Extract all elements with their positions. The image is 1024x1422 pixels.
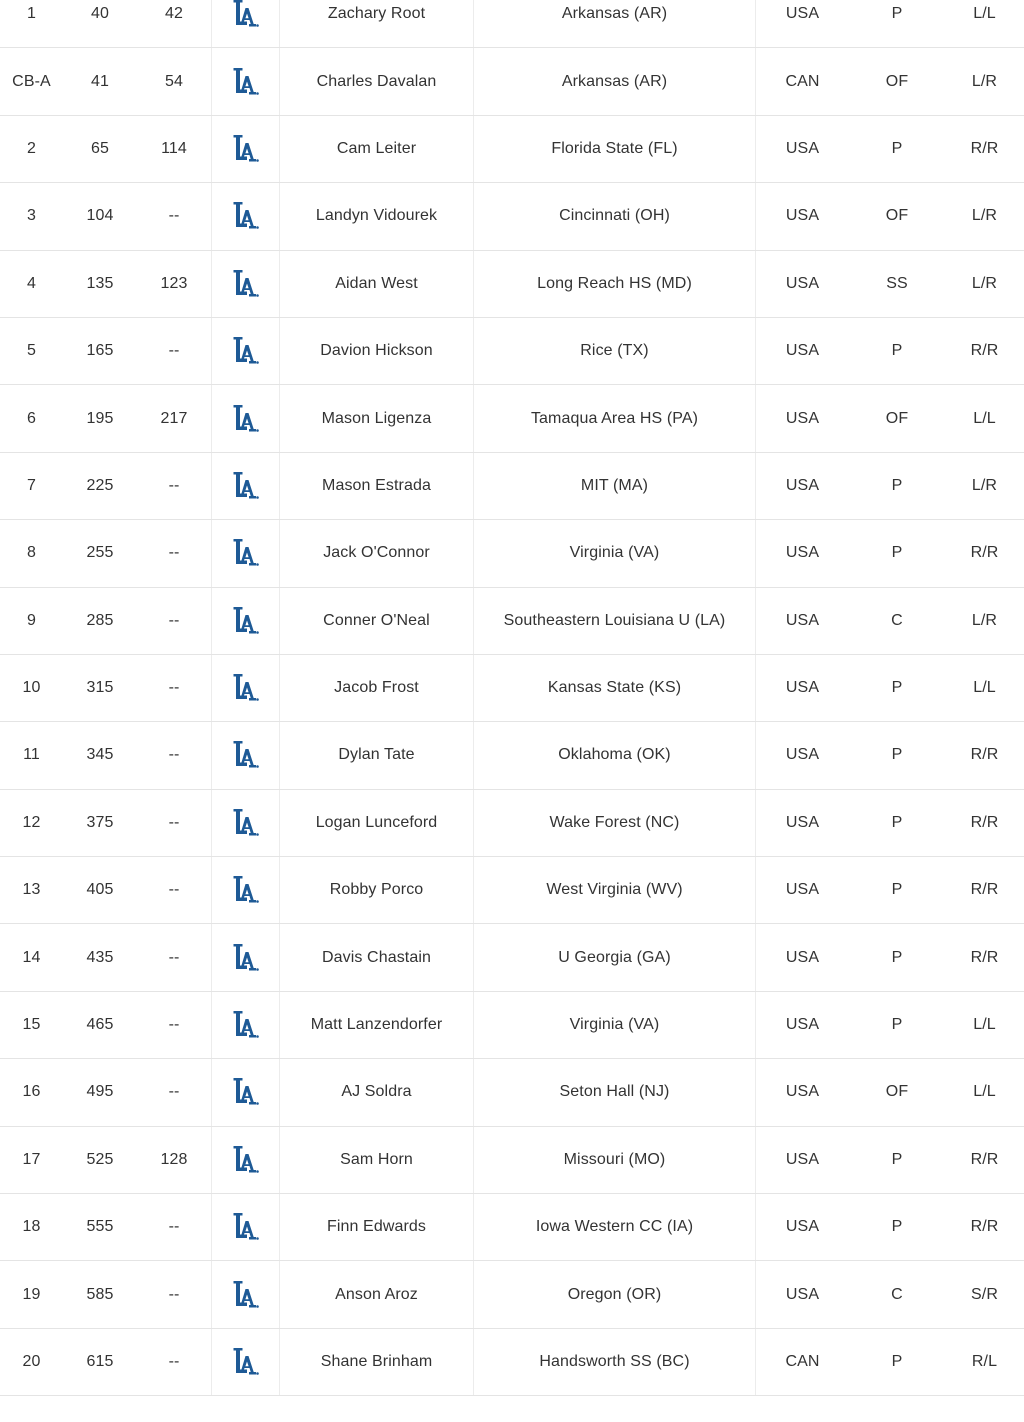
school-cell: Oklahoma (OK) (474, 722, 756, 788)
table-row (0, 1329, 1024, 1396)
position-cell: OF (885, 1083, 909, 1101)
player-name-link[interactable]: Sam Horn (280, 1127, 474, 1193)
position-cell: C (891, 1285, 903, 1303)
school-cell: Long Reach HS (MD) (474, 251, 756, 317)
table-row (0, 655, 1024, 722)
pick-cell: 104 (86, 207, 114, 225)
dodgers-la-logo-icon (233, 606, 259, 636)
pick-cell: 40 (91, 5, 109, 23)
player-name-link[interactable]: Matt Lanzendorfer (280, 992, 474, 1058)
pick-cell: 555 (86, 1218, 114, 1236)
position-cell: P (891, 948, 903, 966)
position-cell: OF (885, 207, 909, 225)
bats-throws-cell: R/R (970, 1150, 999, 1168)
dodgers-la-logo-icon (233, 1347, 259, 1377)
rank-cell: -- (137, 1329, 212, 1395)
country-cell: USA (785, 409, 820, 427)
bats-throws-cell: L/L (973, 1016, 996, 1034)
school-cell: Kansas State (KS) (474, 655, 756, 721)
rank-cell: 217 (137, 385, 212, 451)
round-cell: 12 (22, 813, 41, 831)
school-cell: Southeastern Louisiana U (LA) (474, 588, 756, 654)
round-cell: 19 (22, 1285, 41, 1303)
country-cell: USA (785, 679, 820, 697)
table-row (0, 183, 1024, 250)
team-cell (212, 251, 280, 317)
pick-cell: 315 (86, 679, 114, 697)
player-name-link[interactable]: Jacob Frost (280, 655, 474, 721)
position-cell: P (891, 5, 903, 23)
country-cell: USA (785, 1285, 820, 1303)
position-cell: P (891, 476, 903, 494)
table-row (0, 992, 1024, 1059)
pick-cell: 285 (86, 611, 114, 629)
bats-throws-cell: R/R (970, 342, 999, 360)
position-cell: P (891, 679, 903, 697)
dodgers-la-logo-icon (233, 404, 259, 434)
rank-cell: 123 (137, 251, 212, 317)
bats-throws-cell: R/R (970, 813, 999, 831)
table-row (0, 924, 1024, 991)
round-cell: 3 (27, 207, 36, 225)
dodgers-la-logo-icon (233, 808, 259, 838)
dodgers-la-logo-icon (233, 538, 259, 568)
position-cell: P (891, 813, 903, 831)
round-cell: 13 (22, 881, 41, 899)
dodgers-la-logo-icon (233, 1010, 259, 1040)
school-cell: Oregon (OR) (474, 1261, 756, 1327)
team-cell (212, 924, 280, 990)
team-cell (212, 790, 280, 856)
rank-cell: -- (137, 183, 212, 249)
country-cell: CAN (785, 1353, 820, 1370)
position-cell: P (891, 544, 903, 562)
team-cell (212, 183, 280, 249)
position-cell: OF (885, 409, 909, 427)
team-cell (212, 318, 280, 384)
rank-cell: 114 (137, 116, 212, 182)
round-cell: 17 (22, 1150, 41, 1168)
country-cell: USA (785, 1083, 820, 1101)
player-name-link[interactable]: Aidan West (280, 251, 474, 317)
team-cell (212, 588, 280, 654)
school-cell: Iowa Western CC (IA) (474, 1194, 756, 1260)
bats-throws-cell: R/R (970, 544, 999, 562)
table-row (0, 857, 1024, 924)
rank-cell: -- (137, 520, 212, 586)
dodgers-la-logo-icon (233, 471, 259, 501)
dodgers-la-logo-icon (233, 336, 259, 366)
bats-throws-cell: L/R (971, 274, 998, 292)
pick-cell: 405 (86, 881, 114, 899)
position-cell: C (891, 611, 903, 629)
country-cell: USA (785, 746, 820, 764)
bats-throws-cell: L/R (971, 476, 998, 494)
bats-throws-cell: L/L (973, 679, 996, 697)
rank-cell: -- (137, 924, 212, 990)
pick-cell: 345 (86, 746, 114, 764)
round-cell: 1 (27, 5, 36, 23)
round-cell: 11 (23, 746, 40, 764)
school-cell: Arkansas (AR) (474, 48, 756, 114)
country-cell: USA (785, 274, 820, 292)
bats-throws-cell: L/R (971, 72, 998, 90)
rank-cell: -- (137, 318, 212, 384)
pick-cell: 255 (86, 544, 114, 562)
country-cell: USA (785, 139, 820, 157)
player-name-link[interactable]: Davion Hickson (280, 318, 474, 384)
country-cell: USA (785, 881, 820, 899)
table-row (0, 1059, 1024, 1126)
player-name-link[interactable]: Landyn Vidourek (280, 183, 474, 249)
dodgers-la-logo-icon (233, 269, 259, 299)
position-cell: P (891, 1150, 903, 1168)
school-cell: West Virginia (WV) (474, 857, 756, 923)
rank-cell: -- (137, 588, 212, 654)
dodgers-la-logo-icon (233, 943, 259, 973)
rank-cell: 128 (137, 1127, 212, 1193)
school-cell: Arkansas (AR) (474, 0, 756, 47)
school-cell: Handsworth SS (BC) (474, 1329, 756, 1395)
pick-cell: 465 (86, 1016, 114, 1034)
player-name-link[interactable]: Finn Edwards (280, 1194, 474, 1260)
table-row (0, 520, 1024, 587)
round-cell: CB-A (12, 72, 51, 90)
school-cell: Missouri (MO) (474, 1127, 756, 1193)
dodgers-la-logo-icon (233, 134, 259, 164)
position-cell: P (891, 342, 903, 360)
pick-cell: 495 (86, 1083, 114, 1101)
rank-cell: -- (137, 1261, 212, 1327)
pick-cell: 375 (86, 813, 114, 831)
rank-cell: 54 (137, 48, 212, 114)
country-cell: USA (785, 544, 820, 562)
position-cell: P (891, 1353, 903, 1370)
school-cell: Cincinnati (OH) (474, 183, 756, 249)
position-cell: OF (885, 72, 909, 90)
table-row (0, 0, 1024, 48)
team-cell (212, 453, 280, 519)
round-cell: 20 (22, 1353, 41, 1370)
position-cell: P (891, 1218, 903, 1236)
table-row (0, 1194, 1024, 1261)
rank-cell: -- (137, 1059, 212, 1125)
round-cell: 15 (22, 1016, 41, 1034)
school-cell: Tamaqua Area HS (PA) (474, 385, 756, 451)
team-cell (212, 992, 280, 1058)
school-cell: Virginia (VA) (474, 520, 756, 586)
pick-cell: 135 (86, 274, 114, 292)
position-cell: P (891, 881, 903, 899)
player-name-link[interactable]: Charles Davalan (280, 48, 474, 114)
dodgers-la-logo-icon (233, 1145, 259, 1175)
bats-throws-cell: L/R (971, 207, 998, 225)
dodgers-la-logo-icon (233, 1077, 259, 1107)
school-cell: MIT (MA) (474, 453, 756, 519)
player-name-link[interactable]: Mason Ligenza (280, 385, 474, 451)
country-cell: USA (785, 1150, 820, 1168)
table-row (0, 385, 1024, 452)
table-row (0, 588, 1024, 655)
bats-throws-cell: L/L (973, 5, 996, 23)
round-cell: 2 (27, 139, 36, 157)
pick-cell: 195 (86, 409, 114, 427)
bats-throws-cell: R/R (970, 881, 999, 899)
dodgers-la-logo-icon (233, 673, 259, 703)
round-cell: 16 (22, 1083, 41, 1101)
player-name-link[interactable]: Anson Aroz (280, 1261, 474, 1327)
rank-cell: -- (137, 857, 212, 923)
country-cell: USA (785, 1218, 820, 1236)
team-cell (212, 385, 280, 451)
bats-throws-cell: L/R (971, 611, 998, 629)
country-cell: USA (785, 611, 820, 629)
school-cell: Seton Hall (NJ) (474, 1059, 756, 1125)
table-row (0, 251, 1024, 318)
school-cell: Wake Forest (NC) (474, 790, 756, 856)
player-name-link[interactable]: Dylan Tate (280, 722, 474, 788)
round-cell: 4 (27, 274, 36, 292)
rank-cell: -- (137, 453, 212, 519)
pick-cell: 165 (86, 342, 114, 360)
round-cell: 5 (27, 342, 36, 360)
position-cell: P (891, 139, 903, 157)
country-cell: USA (785, 813, 820, 831)
pick-cell: 225 (86, 476, 114, 494)
rank-cell: 42 (137, 0, 212, 47)
country-cell: CAN (785, 72, 820, 90)
bats-throws-cell: L/L (973, 1083, 996, 1101)
pick-cell: 41 (91, 72, 109, 90)
team-cell (212, 48, 280, 114)
bats-throws-cell: R/R (970, 948, 999, 966)
bats-throws-cell: S/R (971, 1285, 998, 1303)
round-cell: 7 (27, 476, 36, 494)
player-name-link[interactable]: Zachary Root (280, 0, 474, 47)
country-cell: USA (785, 342, 820, 360)
player-name-link[interactable]: Logan Lunceford (280, 790, 474, 856)
dodgers-la-logo-icon (233, 67, 259, 97)
bats-throws-cell: R/R (970, 139, 999, 157)
player-name-link[interactable]: Cam Leiter (280, 116, 474, 182)
player-name-link[interactable]: Conner O'Neal (280, 588, 474, 654)
table-row (0, 790, 1024, 857)
table-row (0, 453, 1024, 520)
player-name-link[interactable]: Mason Estrada (280, 453, 474, 519)
bats-throws-cell: L/L (973, 409, 996, 427)
team-cell (212, 1329, 280, 1395)
team-cell (212, 655, 280, 721)
pick-cell: 615 (86, 1353, 114, 1370)
player-name-link[interactable]: Jack O'Connor (280, 520, 474, 586)
bats-throws-cell: R/R (970, 1218, 999, 1236)
school-cell: Virginia (VA) (474, 992, 756, 1058)
round-cell: 6 (27, 409, 36, 427)
table-row (0, 1127, 1024, 1194)
country-cell: USA (785, 5, 820, 23)
position-cell: P (891, 746, 903, 764)
school-cell: Rice (TX) (474, 318, 756, 384)
round-cell: 8 (27, 544, 36, 562)
team-cell (212, 1194, 280, 1260)
team-cell (212, 722, 280, 788)
country-cell: USA (785, 1016, 820, 1034)
country-cell: USA (785, 207, 820, 225)
rank-cell: -- (137, 790, 212, 856)
round-cell: 14 (22, 948, 41, 966)
dodgers-la-logo-icon (233, 740, 259, 770)
pick-cell: 585 (86, 1285, 114, 1303)
player-name-link[interactable]: AJ Soldra (280, 1059, 474, 1125)
pick-cell: 435 (86, 948, 114, 966)
rank-cell: -- (137, 655, 212, 721)
team-cell (212, 1261, 280, 1327)
dodgers-la-logo-icon (233, 1280, 259, 1310)
country-cell: USA (785, 476, 820, 494)
school-cell: Florida State (FL) (474, 116, 756, 182)
bats-throws-cell: R/R (970, 746, 999, 764)
school-cell: U Georgia (GA) (474, 924, 756, 990)
team-cell (212, 1127, 280, 1193)
dodgers-la-logo-icon (233, 875, 259, 905)
country-cell: USA (785, 948, 820, 966)
dodgers-la-logo-icon (233, 201, 259, 231)
table-row (0, 48, 1024, 115)
table-row (0, 1261, 1024, 1328)
rank-cell: -- (137, 1194, 212, 1260)
table-row (0, 318, 1024, 385)
bats-throws-cell: R/L (971, 1353, 998, 1370)
team-cell (212, 1059, 280, 1125)
pick-cell: 525 (86, 1150, 114, 1168)
player-name-link[interactable]: Davis Chastain (280, 924, 474, 990)
table-row (0, 722, 1024, 789)
round-cell: 18 (22, 1218, 41, 1236)
team-cell (212, 0, 280, 47)
dodgers-la-logo-icon (233, 1212, 259, 1242)
player-name-link[interactable]: Shane Brinham (280, 1329, 474, 1395)
position-cell: SS (886, 274, 908, 292)
round-cell: 10 (22, 679, 41, 697)
team-cell (212, 857, 280, 923)
pick-cell: 65 (91, 139, 109, 157)
round-cell: 9 (27, 611, 36, 629)
team-cell (212, 520, 280, 586)
table-row (0, 116, 1024, 183)
rank-cell: -- (137, 722, 212, 788)
dodgers-la-logo-icon (233, 0, 259, 29)
position-cell: P (891, 1016, 903, 1034)
rank-cell: -- (137, 992, 212, 1058)
player-name-link[interactable]: Robby Porco (280, 857, 474, 923)
team-cell (212, 116, 280, 182)
